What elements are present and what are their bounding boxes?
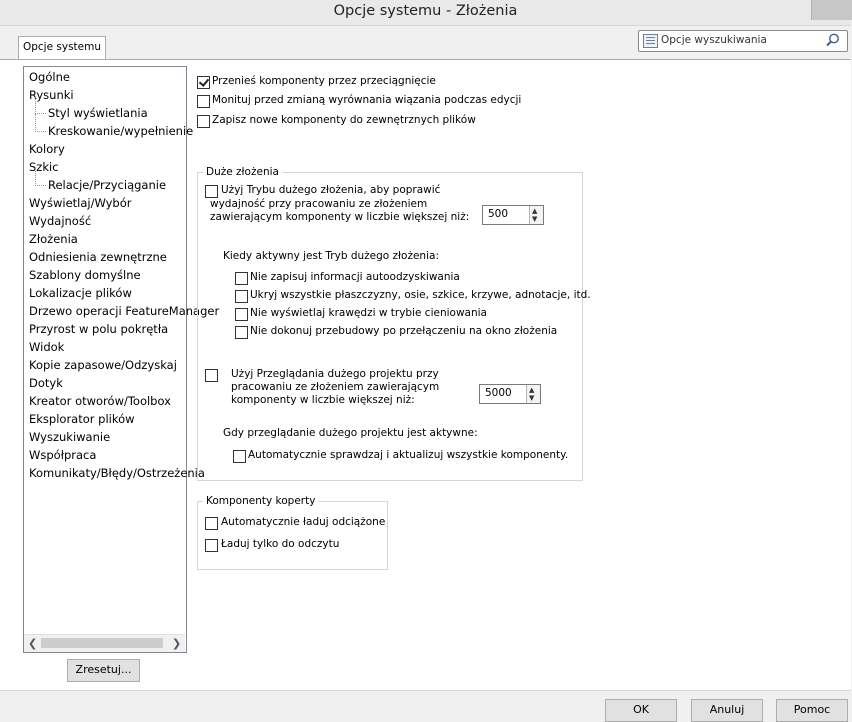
- tree-connector: [35, 96, 46, 114]
- large-review-threshold-value: 5000: [485, 387, 512, 399]
- tree-connector: [35, 168, 46, 186]
- reset-button[interactable]: Zresetuj...: [67, 659, 140, 682]
- search-placeholder: Opcje wyszukiwania: [661, 34, 767, 46]
- drag-move-label: Przenieś komponenty przez przeciągnięcie: [212, 75, 436, 87]
- tree-item[interactable]: Styl wyświetlania: [48, 106, 148, 120]
- large-review-checkbox[interactable]: [205, 369, 218, 382]
- tree-item[interactable]: Relacje/Przyciąganie: [48, 178, 167, 192]
- large-review-line2: pracowaniu ze złożeniem zawierającym: [231, 381, 440, 393]
- tree-item[interactable]: Drzewo operacji FeatureManager: [29, 304, 220, 318]
- prompt-align-checkbox[interactable]: [197, 95, 210, 108]
- help-button[interactable]: Pomoc: [776, 699, 848, 722]
- cancel-button[interactable]: Anuluj: [691, 699, 763, 722]
- auto-check-label: Automatycznie sprawdzaj i aktualizuj wszystkie komponenty.: [248, 449, 569, 461]
- read-only-label: Ładuj tylko do odczytu: [221, 538, 340, 550]
- spin-up-icon[interactable]: ▲: [532, 207, 538, 215]
- title-bar: [0, 0, 851, 26]
- save-external-label: Zapisz nowe komponenty do zewnętrznych plików: [212, 114, 476, 126]
- tree-item[interactable]: Eksplorator plików: [29, 412, 135, 426]
- hide-planes-label: Ukryj wszystkie płaszczyzny, osie, szkice, krzywe, adnotacje, itd.: [250, 289, 591, 301]
- large-review-line1: Użyj Przeglądania dużego projektu przy: [231, 368, 439, 380]
- tree-item[interactable]: Wyszukiwanie: [29, 430, 111, 444]
- auto-load-lightweight-checkbox[interactable]: [205, 517, 218, 530]
- auto-check-checkbox[interactable]: [233, 450, 246, 463]
- envelope-title: Komponenty koperty: [203, 495, 318, 507]
- tree-item[interactable]: Szkic: [29, 160, 59, 174]
- large-assembly-mode-line1: Użyj Trybu dużego złożenia, aby poprawić: [221, 184, 441, 196]
- no-autorecover-checkbox[interactable]: [235, 272, 248, 285]
- large-assembly-mode-checkbox[interactable]: [205, 185, 218, 198]
- no-rebuild-label: Nie dokonuj przebudowy po przełączeniu na okno złożenia: [250, 325, 558, 337]
- drag-move-checkbox[interactable]: [197, 76, 210, 89]
- tree-item[interactable]: Współpraca: [29, 448, 97, 462]
- tree-item[interactable]: Rysunki: [29, 88, 74, 102]
- read-only-checkbox[interactable]: [205, 539, 218, 552]
- category-tree[interactable]: [23, 66, 220, 653]
- tree-item[interactable]: Odniesienia zewnętrzne: [29, 250, 167, 264]
- tree-connector: [35, 114, 46, 132]
- save-external-checkbox[interactable]: [197, 115, 210, 128]
- no-autorecover-label: Nie zapisuj informacji autoodzyskiwania: [250, 271, 460, 283]
- scrollbar-thumb[interactable]: [41, 638, 163, 648]
- no-edges-checkbox[interactable]: [235, 308, 248, 321]
- large-assembly-threshold-value: 500: [488, 208, 509, 220]
- scroll-left-icon[interactable]: ❮: [28, 637, 38, 650]
- tree-item[interactable]: Komunikaty/Błędy/Ostrzeżenia: [29, 466, 205, 480]
- large-assembly-mode-line3: zawierającym komponenty w liczbie większej niż:: [210, 211, 470, 223]
- auto-load-lightweight-label: Automatycznie ładuj odciążone: [221, 516, 386, 528]
- tree-item[interactable]: Kreator otworów/Toolbox: [29, 394, 171, 408]
- prompt-align-label: Monituj przed zmianą wyrównania wiązania podczas edycji: [212, 94, 522, 106]
- tree-item[interactable]: Kopie zapasowe/Odzyskaj: [29, 358, 177, 372]
- no-edges-label: Nie wyświetlaj krawędzi w trybie cieniowania: [250, 307, 487, 319]
- list-icon: [643, 34, 658, 48]
- spin-down-icon[interactable]: ▼: [529, 394, 535, 402]
- tree-item[interactable]: Ogólne: [29, 70, 70, 84]
- tree-item[interactable]: Wydajność: [29, 214, 92, 228]
- tree-item[interactable]: Lokalizacje plików: [29, 286, 132, 300]
- search-icon[interactable]: [826, 33, 840, 47]
- close-button[interactable]: [811, 0, 852, 20]
- hide-planes-checkbox[interactable]: [235, 290, 248, 303]
- tree-item[interactable]: Kreskowanie/wypełnienie: [48, 124, 194, 138]
- tree-horizontal-scrollbar[interactable]: [24, 634, 185, 652]
- tree-item[interactable]: Przyrost w polu pokrętła: [29, 322, 169, 336]
- tree-item[interactable]: Złożenia: [29, 232, 78, 246]
- ok-button[interactable]: OK: [605, 699, 677, 722]
- tree-item[interactable]: Kolory: [29, 142, 65, 156]
- tab-system-options[interactable]: Opcje systemu: [18, 36, 106, 59]
- large-review-line3: komponenty w liczbie większej niż:: [231, 394, 415, 406]
- large-assembly-threshold-stepper[interactable]: [482, 205, 544, 225]
- tree-item[interactable]: Dotyk: [29, 376, 63, 390]
- spin-down-icon[interactable]: ▼: [532, 215, 538, 223]
- window-title: Opcje systemu - Złożenia: [333, 3, 518, 19]
- when-active-label: Kiedy aktywny jest Tryb dużego złożenia:: [223, 250, 439, 262]
- search-options-input[interactable]: [638, 30, 848, 52]
- spin-buttons[interactable]: [526, 385, 540, 403]
- review-active-label: Gdy przeglądanie dużego projektu jest aktywne:: [223, 427, 478, 439]
- scroll-right-icon[interactable]: ❯: [172, 637, 182, 650]
- large-review-threshold-stepper[interactable]: [479, 384, 541, 404]
- tree-item[interactable]: Szablony domyślne: [29, 268, 141, 282]
- tree-item[interactable]: Widok: [29, 340, 65, 354]
- spin-buttons[interactable]: [529, 206, 543, 224]
- large-assembly-title: Duże złożenia: [203, 166, 282, 178]
- envelope-group: [197, 501, 388, 570]
- spin-up-icon[interactable]: ▲: [529, 386, 535, 394]
- large-assembly-mode-line2: wydajność przy pracowaniu ze złożeniem: [210, 198, 428, 210]
- no-rebuild-checkbox[interactable]: [235, 326, 248, 339]
- tree-item[interactable]: Wyświetlaj/Wybór: [29, 196, 132, 210]
